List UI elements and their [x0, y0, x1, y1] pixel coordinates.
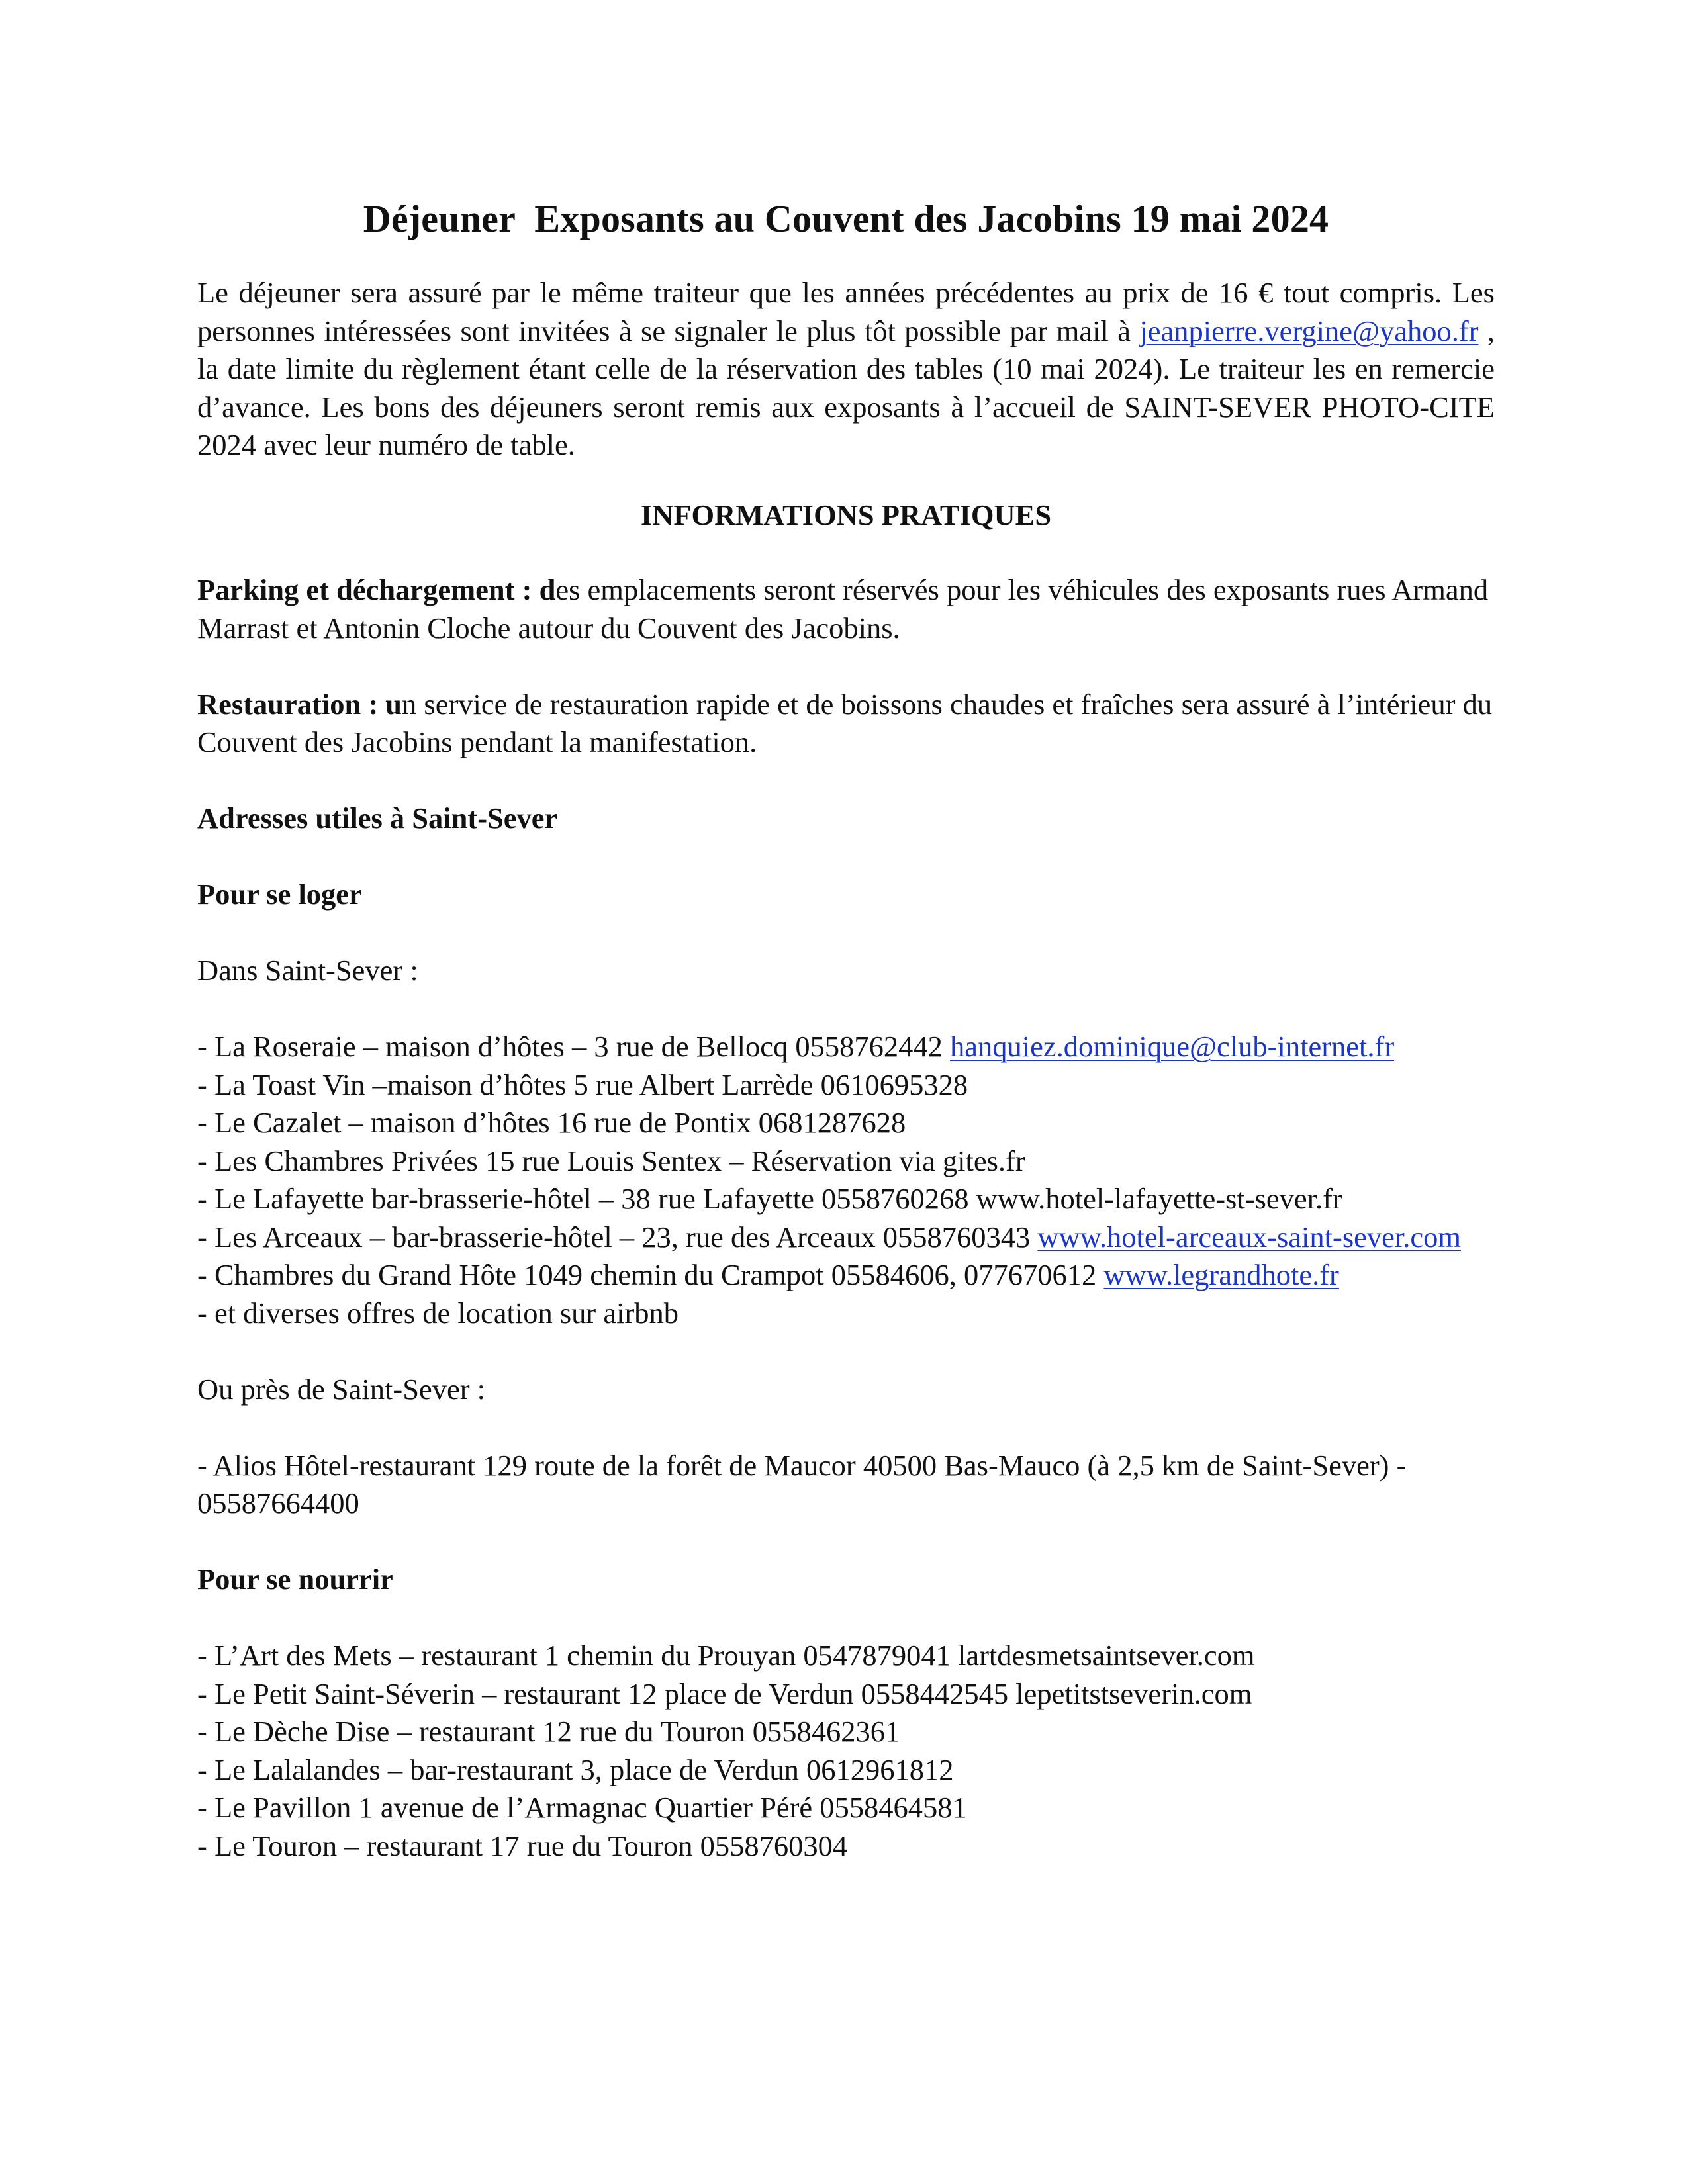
list-item: - Le Petit Saint-Séverin – restaurant 12 place de Verdun 0558442545 lepetitstseverin.com — [197, 1676, 1252, 1710]
email-link[interactable]: jeanpierre.vergine@yahoo.fr — [1139, 314, 1479, 347]
parking-label: Parking et déchargement : d — [197, 573, 556, 606]
list-item: - Les Arceaux – bar-brasserie-hôtel – 23, rue des Arceaux 0558760343 www.hotel-arceaux-saint-sever.com — [197, 1220, 1462, 1253]
email-link[interactable]: hanquiez.dominique@club-internet.fr — [949, 1030, 1395, 1063]
website-link[interactable]: www.hotel-arceaux-saint-sever.com — [1037, 1220, 1462, 1253]
pres-saint-sever-label: Ou près de Saint-Sever : — [197, 1372, 486, 1406]
list-item: - La Toast Vin –maison d’hôtes 5 rue Albert Larrède 0610695328 — [197, 1068, 968, 1101]
intro-text-after: , la date limite du règlement étant celle de la réservation des tables (10 mai 2024). Le traiteur les en remercie d’avance. Les bons des déjeuners seront remis aux exposants à l’accueil de SAINT-SEVER PHOTO-CITE 2024 avec leur numéro de table. — [197, 314, 1495, 461]
list-item: - Les Chambres Privées 15 rue Louis Sentex – Réservation via gites.fr — [197, 1144, 1025, 1177]
restauration-text: n service de restauration rapide et de boissons chaudes et fraîches sera assuré à l’intérieur du Couvent des Jacobins pendant la manifestation. — [197, 687, 1493, 758]
nourrir-list — [197, 1637, 1495, 1865]
list-item: - La Roseraie – maison d’hôtes – 3 rue de Bellocq 0558762442 hanquiez.dominique@club-internet.fr — [197, 1030, 1395, 1063]
info-heading: INFORMATIONS PRATIQUES — [640, 498, 1052, 531]
list-item: - Le Lafayette bar-brasserie-hôtel – 38 rue Lafayette 0558760268 www.hotel-lafayette-st-sever.fr — [197, 1182, 1342, 1215]
restauration-paragraph — [197, 686, 1495, 762]
intro-paragraph — [197, 274, 1495, 465]
list-item: - L’Art des Mets – restaurant 1 chemin du Prouyan 0547879041 lartdesmetsaintsever.com — [197, 1639, 1255, 1672]
list-item: - Le Pavillon 1 avenue de l’Armagnac Quartier Péré 0558464581 — [197, 1791, 967, 1824]
intro-text-before: Le déjeuner sera assuré par le même traiteur que les années précédentes au prix de 16 € tout compris. Les personnes intéressées sont invitées à se signaler le plus tôt possible par mail à — [197, 276, 1495, 347]
website-link[interactable]: www.legrandhote.fr — [1103, 1258, 1339, 1291]
dans-saint-sever-label: Dans Saint-Sever : — [197, 954, 418, 987]
list-item: - Le Lalalandes – bar-restaurant 3, place de Verdun 0612961812 — [197, 1752, 954, 1786]
page-title: Déjeuner Exposants au Couvent des Jacobins 19 mai 2024 — [363, 197, 1329, 240]
list-item: - et diverses offres de location sur airbnb — [197, 1296, 679, 1330]
nourrir-heading: Pour se nourrir — [197, 1563, 393, 1596]
parking-text: es emplacements seront réservés pour les véhicules des exposants rues Armand Marrast et Antonin Cloche autour du Couvent des Jacobins. — [197, 573, 1489, 645]
adresses-heading: Adresses utiles à Saint-Sever — [197, 801, 558, 835]
list-item: - Alios Hôtel-restaurant 129 route de la forêt de Maucor 40500 Bas-Mauco (à 2,5 km de Saint-Sever) - 05587664400 — [197, 1448, 1407, 1520]
loger-heading: Pour se loger — [197, 878, 362, 911]
parking-paragraph — [197, 571, 1495, 647]
list-item: - Le Dèche Dise – restaurant 12 rue du Touron 0558462361 — [197, 1715, 900, 1748]
list-item: - Chambres du Grand Hôte 1049 chemin du Crampot 05584606, 077670612 www.legrandhote.fr — [197, 1258, 1339, 1291]
loger-list — [197, 1028, 1495, 1332]
pres-list — [197, 1447, 1495, 1523]
restauration-label: Restauration : u — [197, 687, 402, 721]
list-item: - Le Cazalet – maison d’hôtes 16 rue de Pontix 0681287628 — [197, 1106, 906, 1139]
document-page — [197, 196, 1495, 1903]
list-item: - Le Touron – restaurant 17 rue du Touron 0558760304 — [197, 1829, 848, 1862]
